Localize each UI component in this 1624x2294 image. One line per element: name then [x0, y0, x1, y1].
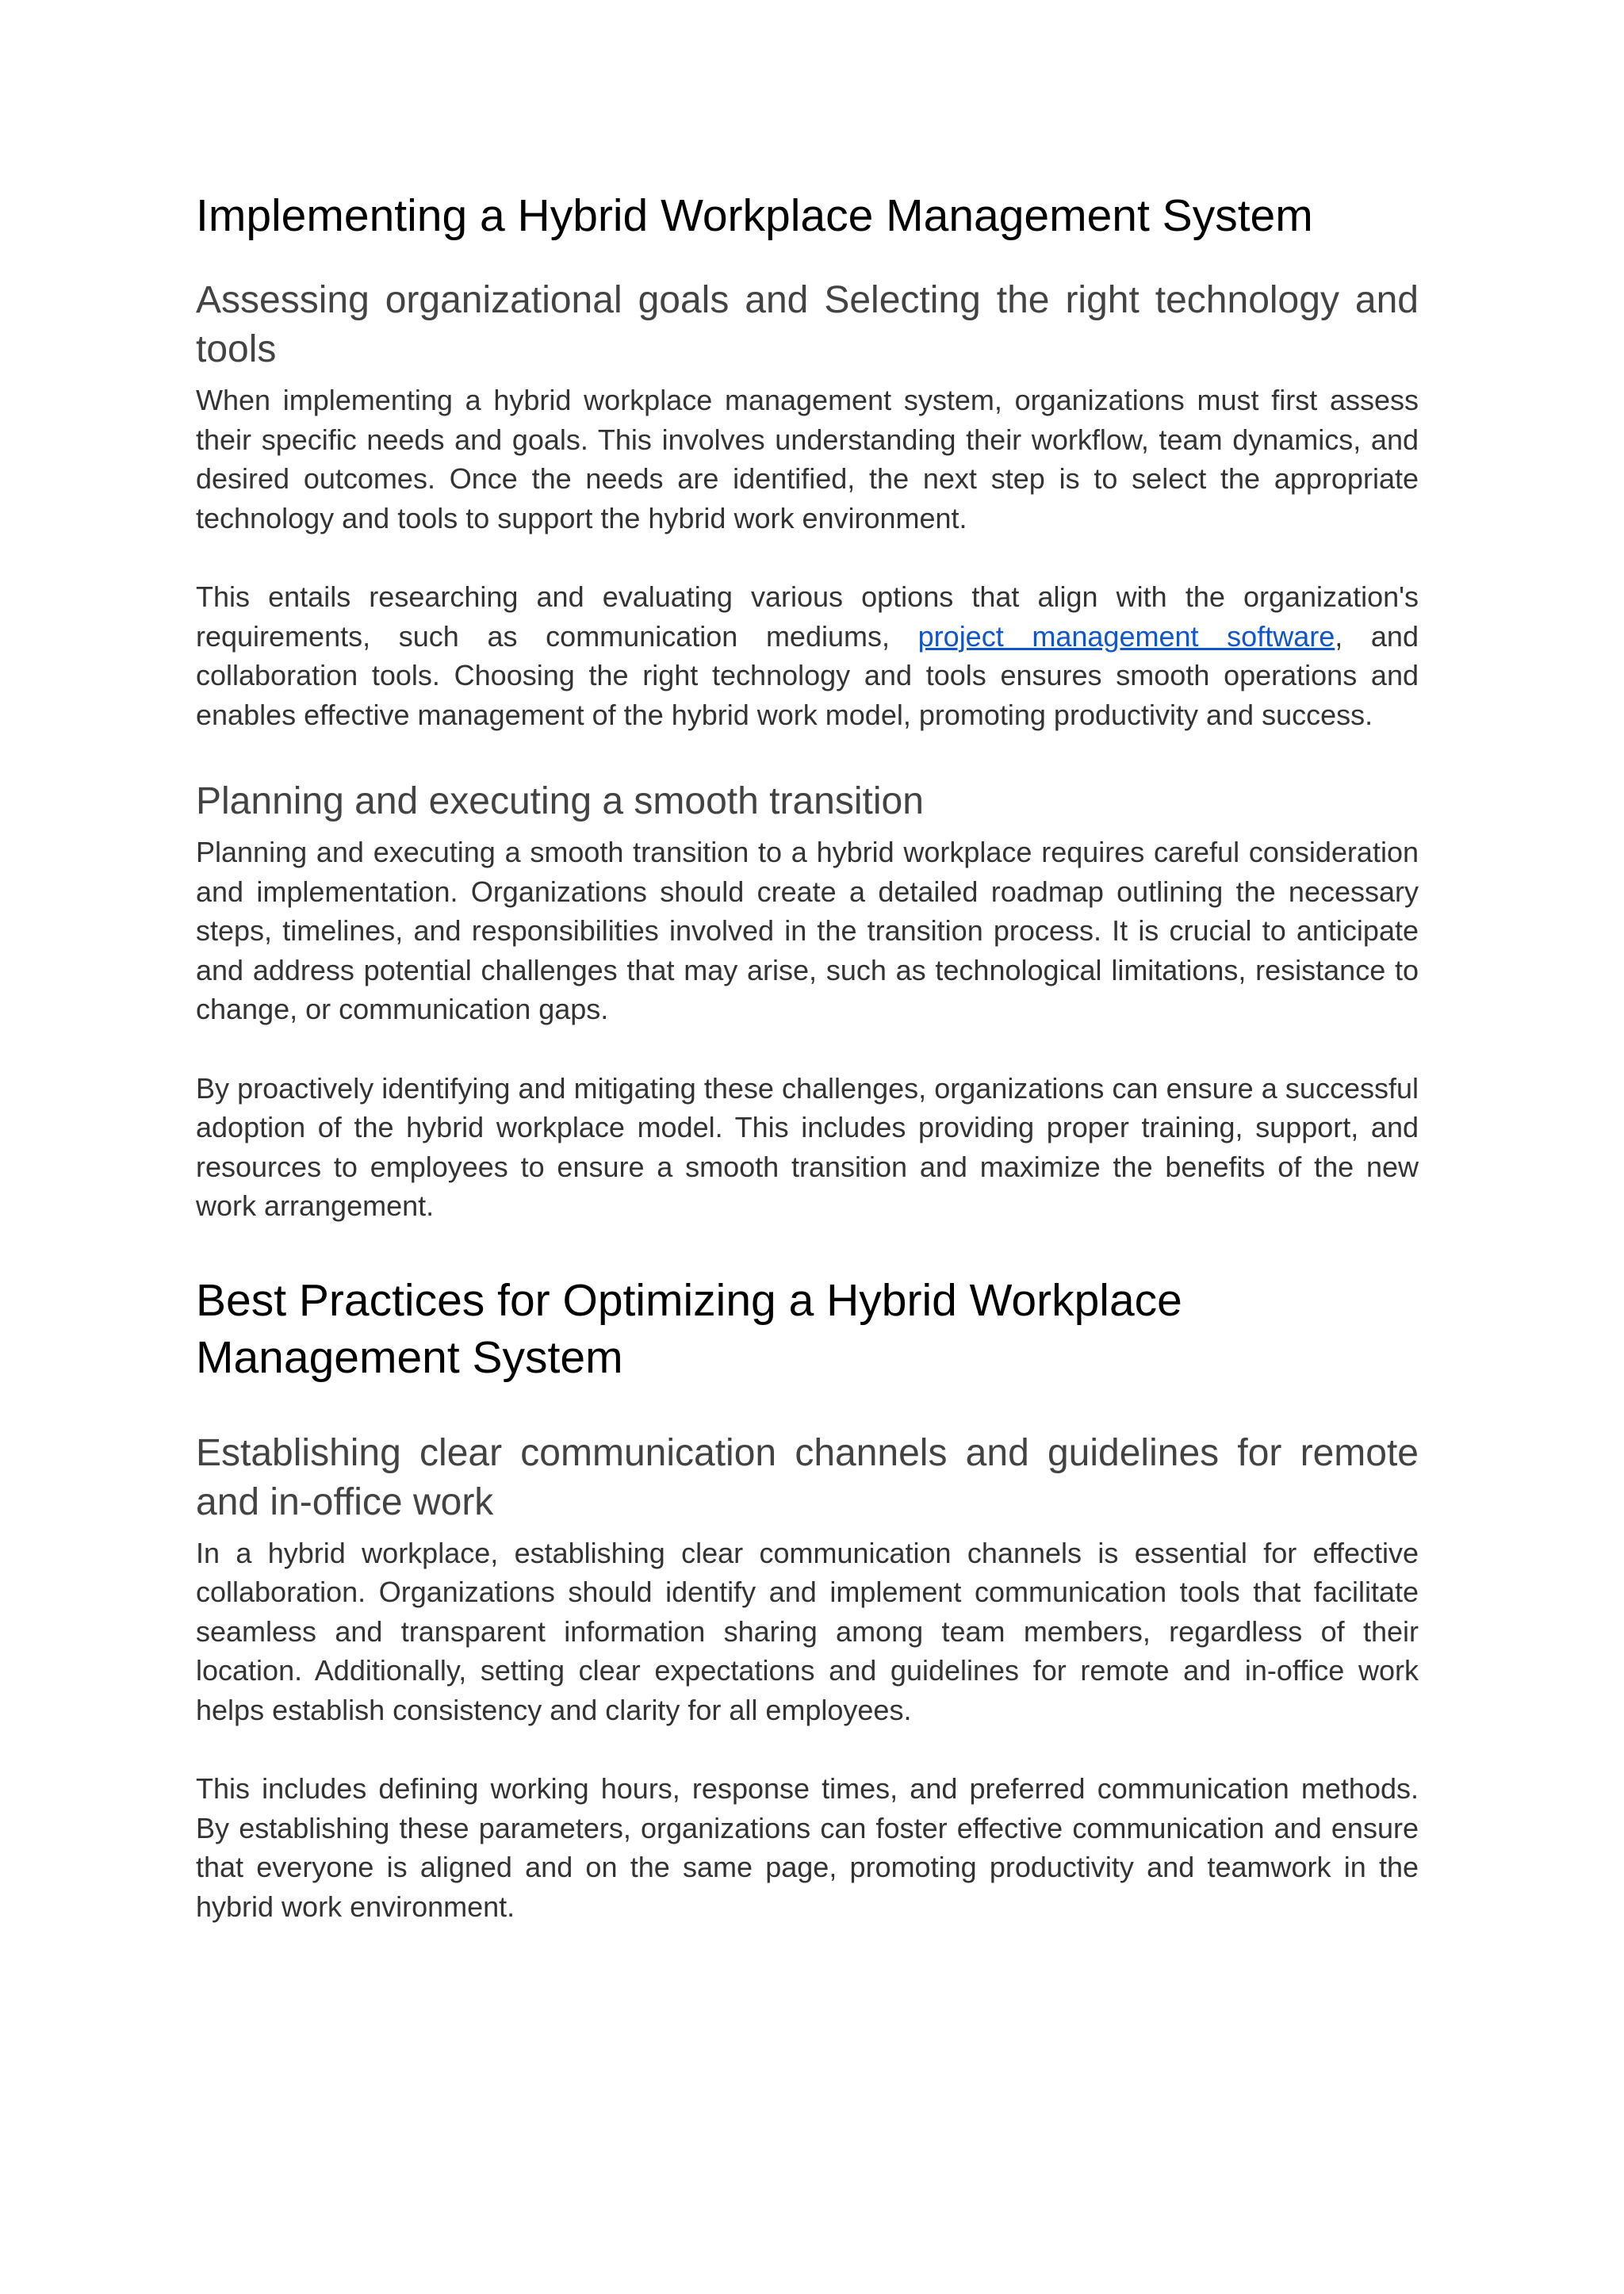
section-heading-communication-channels: Establishing clear communication channels and guidelines for remote and in-office work [196, 1431, 1419, 1523]
paragraph-text-after-link: , and collaboration tools. Choosing the right technology and tools ensures smooth operations and enables effective management of the hybrid work model, promoting productivity and success. [196, 619, 1419, 731]
paragraph-mitigating-challenges: By proactively identifying and mitigating these challenges, organizations can ensure a successful adoption of the hybrid workplace model. This includes providing proper training, support, and resources to employees to ensure a smooth transition and maximize the benefits of the new work arrangement. [196, 1071, 1419, 1222]
paragraph-text-before-link: This entails researching and evaluating various options that align with the organization's requirements, such as communication mediums, [196, 580, 1419, 653]
paragraph-transition-planning: Planning and executing a smooth transition to a hybrid workplace requires careful consideration and implementation. Organizations should create a detailed roadmap outlining the necessary steps, timelines, and responsibilities involved in the transition process. It is crucial to anticipate and address potential challenges that may arise, such as technological limitations, resistance to change, or communication gaps. [196, 836, 1419, 1025]
section-heading-smooth-transition: Planning and executing a smooth transition [196, 780, 924, 822]
paragraph-assessing-needs: When implementing a hybrid workplace management system, organizations must first assess their specific needs and goals. This involves understanding their workflow, team dynamics, and desired outcomes. Once the needs are identified, the next step is to select the appropriate technology and tools to support the hybrid work environment. [196, 384, 1419, 534]
paragraph-communication-channels: In a hybrid workplace, establishing clear communication channels is essential for effective collaboration. Organizations should identify and implement communication tools that facilitate seamless and transparent information sharing among team members, regardless of their location. Additionally, setting clear expectations and guidelines for remote and in-office work helps establish consistency and clarity for all employees. [196, 1536, 1419, 1726]
paragraph-working-hours: This includes defining working hours, response times, and preferred communication methods. By establishing these parameters, organizations can foster effective communication and ensure that everyone is aligned and on the same page, promoting productivity and teamwork in the hybrid work environment. [196, 1772, 1419, 1923]
document-title: Implementing a Hybrid Workplace Management System [196, 190, 1313, 241]
document-page [196, 187, 1419, 1926]
section-heading-assessing-goals: Assessing organizational goals and Selecting the right technology and tools [196, 279, 1419, 370]
paragraph-researching-options [196, 577, 1419, 734]
project-management-software-link[interactable]: project management software [917, 619, 1335, 653]
best-practices-title: Best Practices for Optimizing a Hybrid Workplace Management System [196, 1274, 1182, 1383]
